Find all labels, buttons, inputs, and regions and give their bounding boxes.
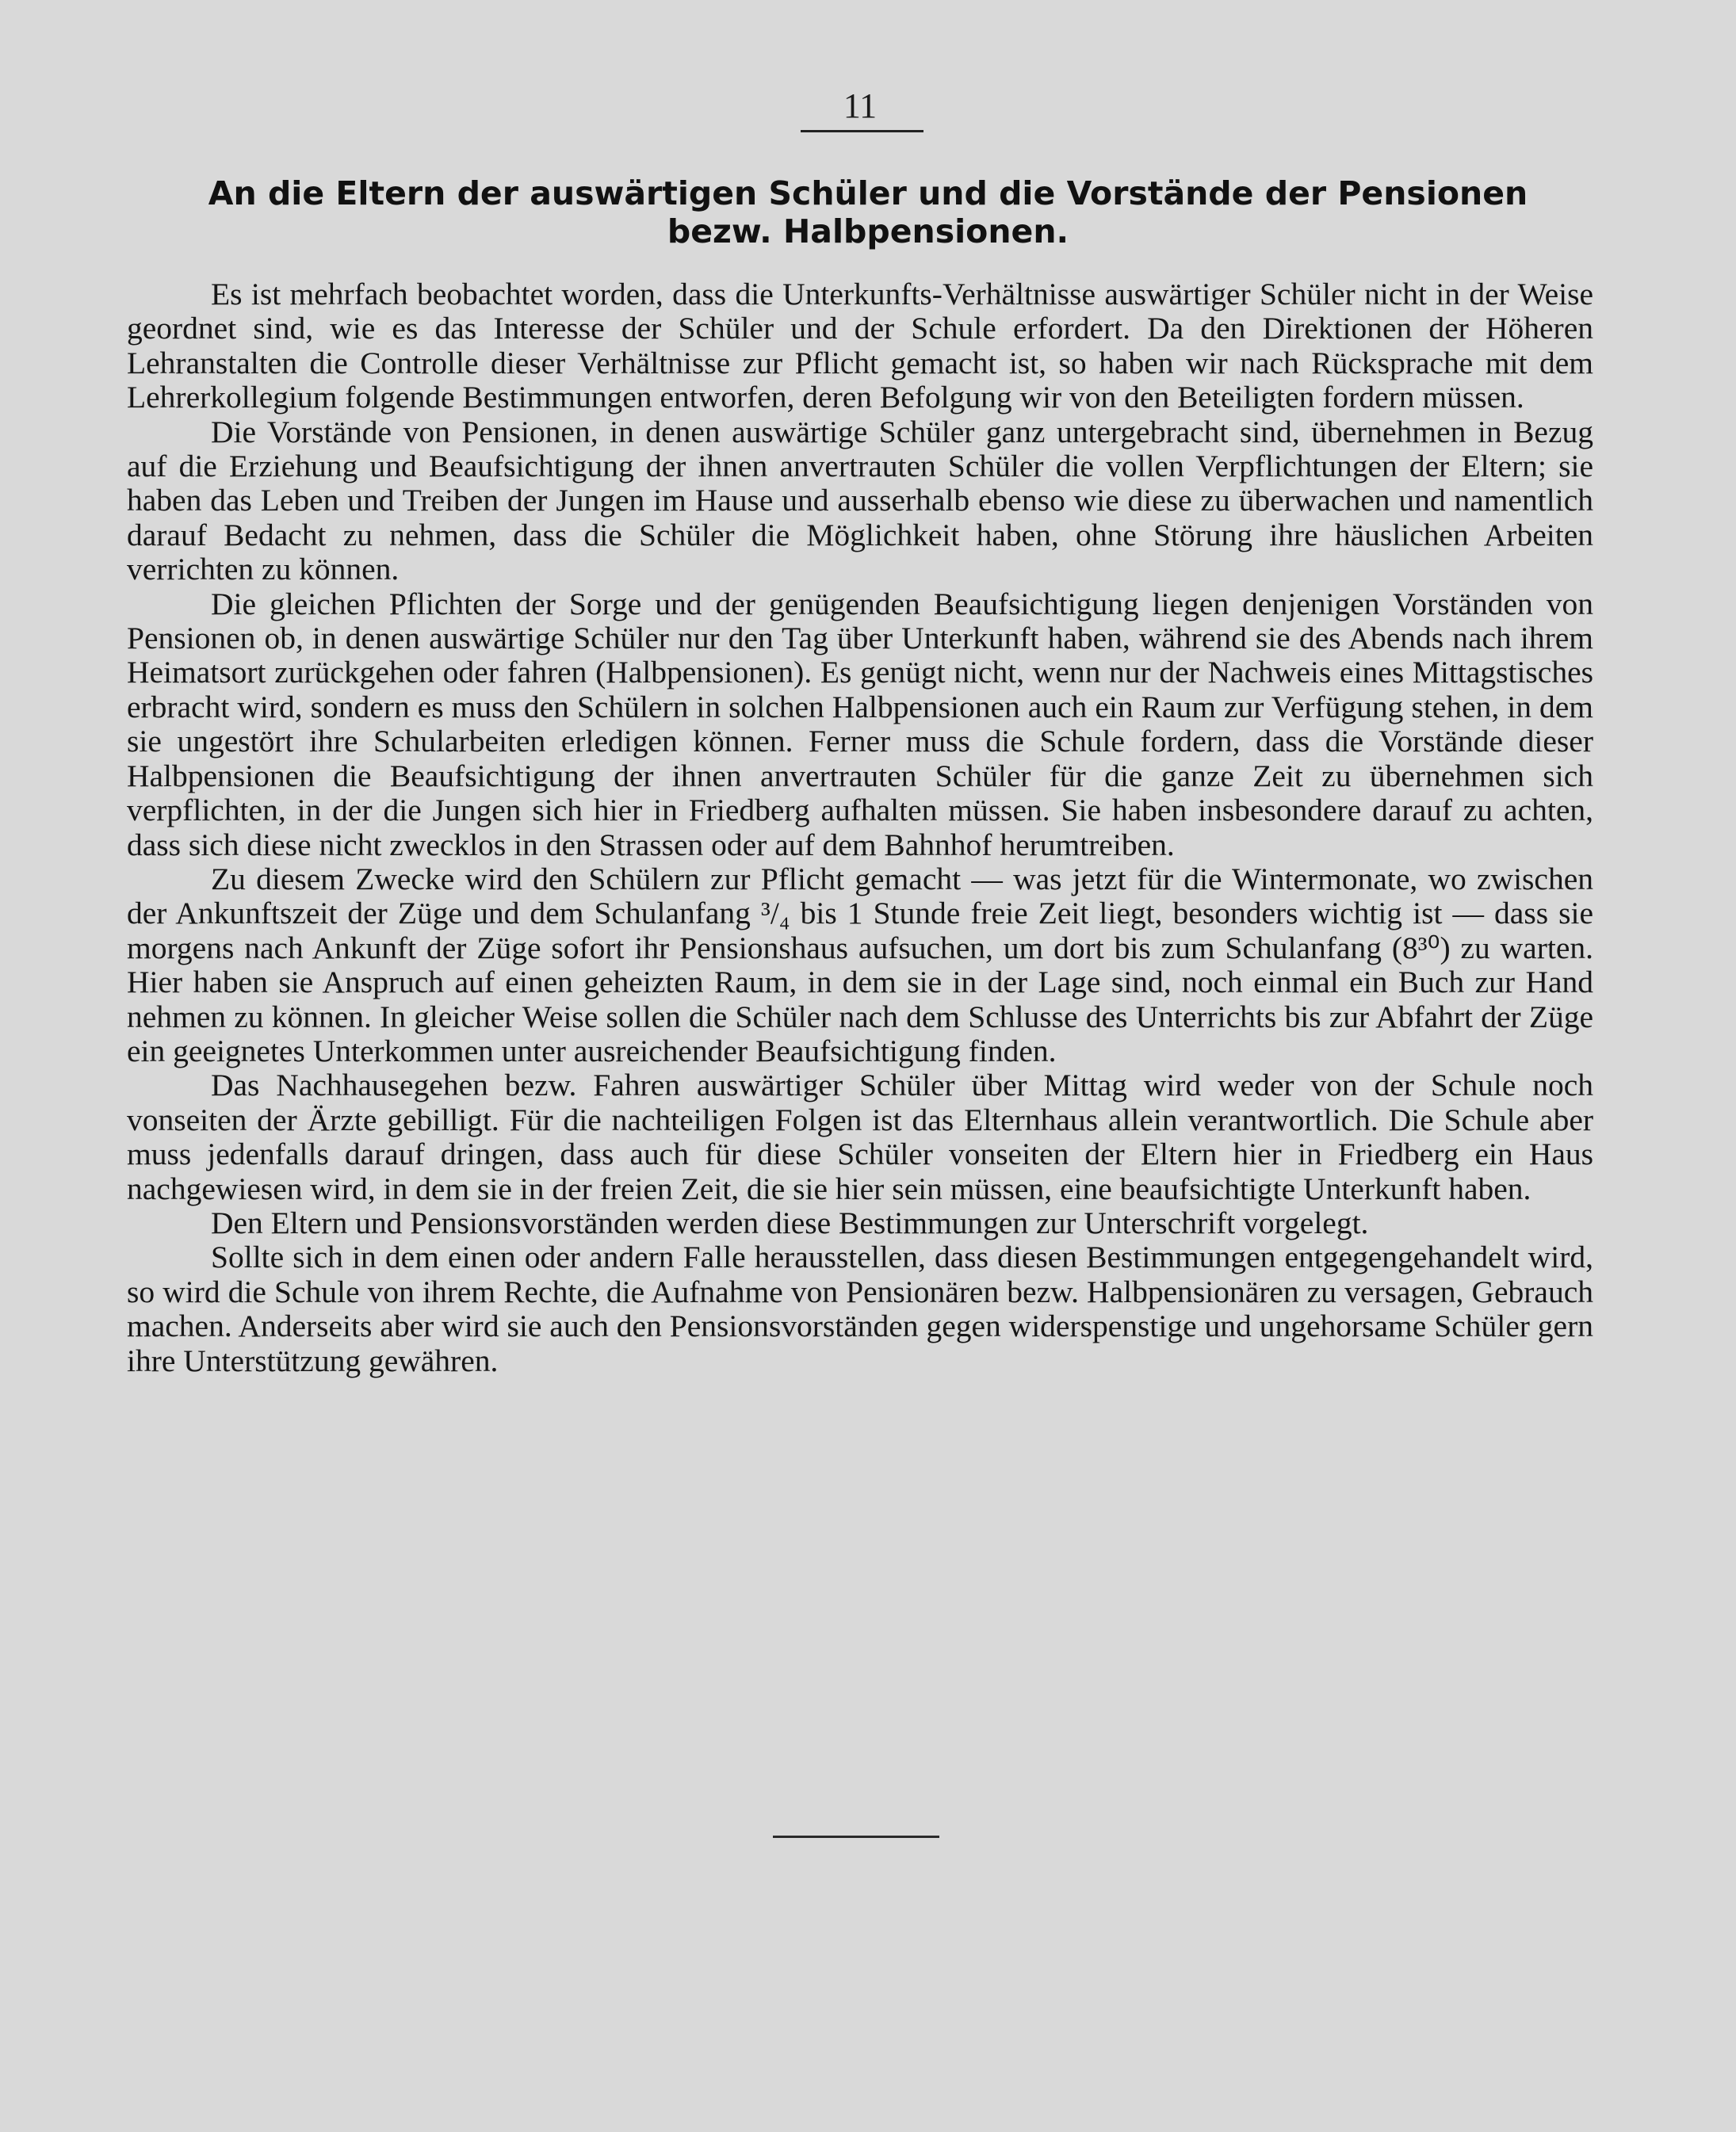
paragraph: Die gleichen Pflichten der Sorge und der genügenden Beaufsichtigung liegen denjenigen Vorständen von Pensionen ob, in denen auswärtige Schüler nur den Tag über Unterkunft haben, während sie des Abends nach ihrem Heimatsort zurückgehen oder fahren (Halbpensionen). Es genügt nicht, wenn nur der Nachweis eines Mittagstisches erbracht wird, sondern es muss den Schülern in solchen Halbpensionen auch ein Raum zur Verfügung stehen, in dem sie ungestört ihre Schularbeiten erledigen können. Ferner muss die Schule fordern, dass die Vorstände dieser Halbpensionen die Beaufsichtigung der ihnen anvertrauten Schüler für die ganze Zeit zu übernehmen sich verpflichten, in der die Jungen sich hier in Friedberg aufhalten müssen. Sie haben insbesondere darauf zu achten, dass sich diese nicht zwecklos in den Strassen oder auf dem Bahnhof herumtreiben. <box>127 586 1593 862</box>
paragraph: Die Vorstände von Pensionen, in denen auswärtige Schüler ganz untergebracht sind, übernehmen in Bezug auf die Erziehung und Beaufsichtigung der ihnen anvertrauten Schüler die vollen Verpflichtungen der Eltern; sie haben das Leben und Treiben der Jungen im Hause und ausserhalb ebenso wie diese zu überwachen und namentlich darauf Bedacht zu nehmen, dass die Schüler die Möglichkeit haben, ohne Störung ihre häuslichen Arbeiten verrichten zu können. <box>127 414 1593 587</box>
heading-line-1: An die Eltern der auswärtigen Schüler und die Vorstände der Pensionen <box>208 174 1528 212</box>
paragraph: Zu diesem Zwecke wird den Schülern zur Pflicht gemacht — was jetzt für die Wintermonate, wo zwischen der Ankunftszeit der Züge und dem Schulanfang ³/₄ bis 1 Stunde freie Zeit liegt, besonders wichtig ist — dass sie morgens nach Ankunft der Züge sofort ihr Pensionshaus aufsuchen, um dort bis zum Schulanfang (8³⁰) zu warten. Hier haben sie Anspruch auf einen geheizten Raum, in dem sie in der Lage sind, noch einmal ein Buch zur Hand nehmen zu können. In gleicher Weise sollen die Schüler nach dem Schlusse des Unterrichts bis zur Abfahrt der Züge ein geeignetes Unterkommen unter ausreichender Beaufsichtigung finden. <box>127 861 1593 1068</box>
document-heading <box>119 174 1617 250</box>
body-text <box>127 277 1593 1378</box>
paragraph: Sollte sich in dem einen oder andern Falle herausstellen, dass diesen Bestimmungen entgegengehandelt wird, so wird die Schule von ihrem Rechte, die Aufnahme von Pensionären bezw. Halbpensionären zu versagen, Gebrauch machen. Anderseits aber wird sie auch den Pensionsvorständen gegen widerspenstige und ungehorsame Schüler gern ihre Unterstützung gewähren. <box>127 1240 1593 1378</box>
heading-line-2: bezw. Halbpensionen. <box>667 212 1069 250</box>
page-number: 11 <box>843 86 878 125</box>
paragraph: Das Nachhausegehen bezw. Fahren auswärtiger Schüler über Mittag wird weder von der Schule noch vonseiten der Ärzte gebilligt. Für die nachteiligen Folgen ist das Elternhaus allein verantwortlich. Die Schule aber muss jedenfalls darauf dringen, dass auch für diese Schüler vonseiten der Eltern hier in Friedberg ein Haus nachgewiesen wird, in dem sie in der freien Zeit, die sie hier sein müssen, eine beaufsichtigte Unterkunft haben. <box>127 1068 1593 1206</box>
paragraph: Den Eltern und Pensionsvorständen werden diese Bestimmungen zur Unterschrift vorgelegt. <box>211 1205 1369 1240</box>
paragraph: Es ist mehrfach beobachtet worden, dass die Unterkunfts-Verhältnisse auswärtiger Schüler nicht in der Weise geordnet sind, wie es das Interesse der Schüler und der Schule erfordert. Da den Direktionen der Höheren Lehranstalten die Controlle dieser Verhältnisse zur Pflicht gemacht ist, so haben wir nach Rücksprache mit dem Lehrerkollegium folgende Bestimmungen entworfen, deren Befolgung wir von den Beteiligten fordern müssen. <box>127 277 1593 415</box>
closing-rule <box>773 1836 939 1838</box>
page-number-underline <box>801 130 923 132</box>
